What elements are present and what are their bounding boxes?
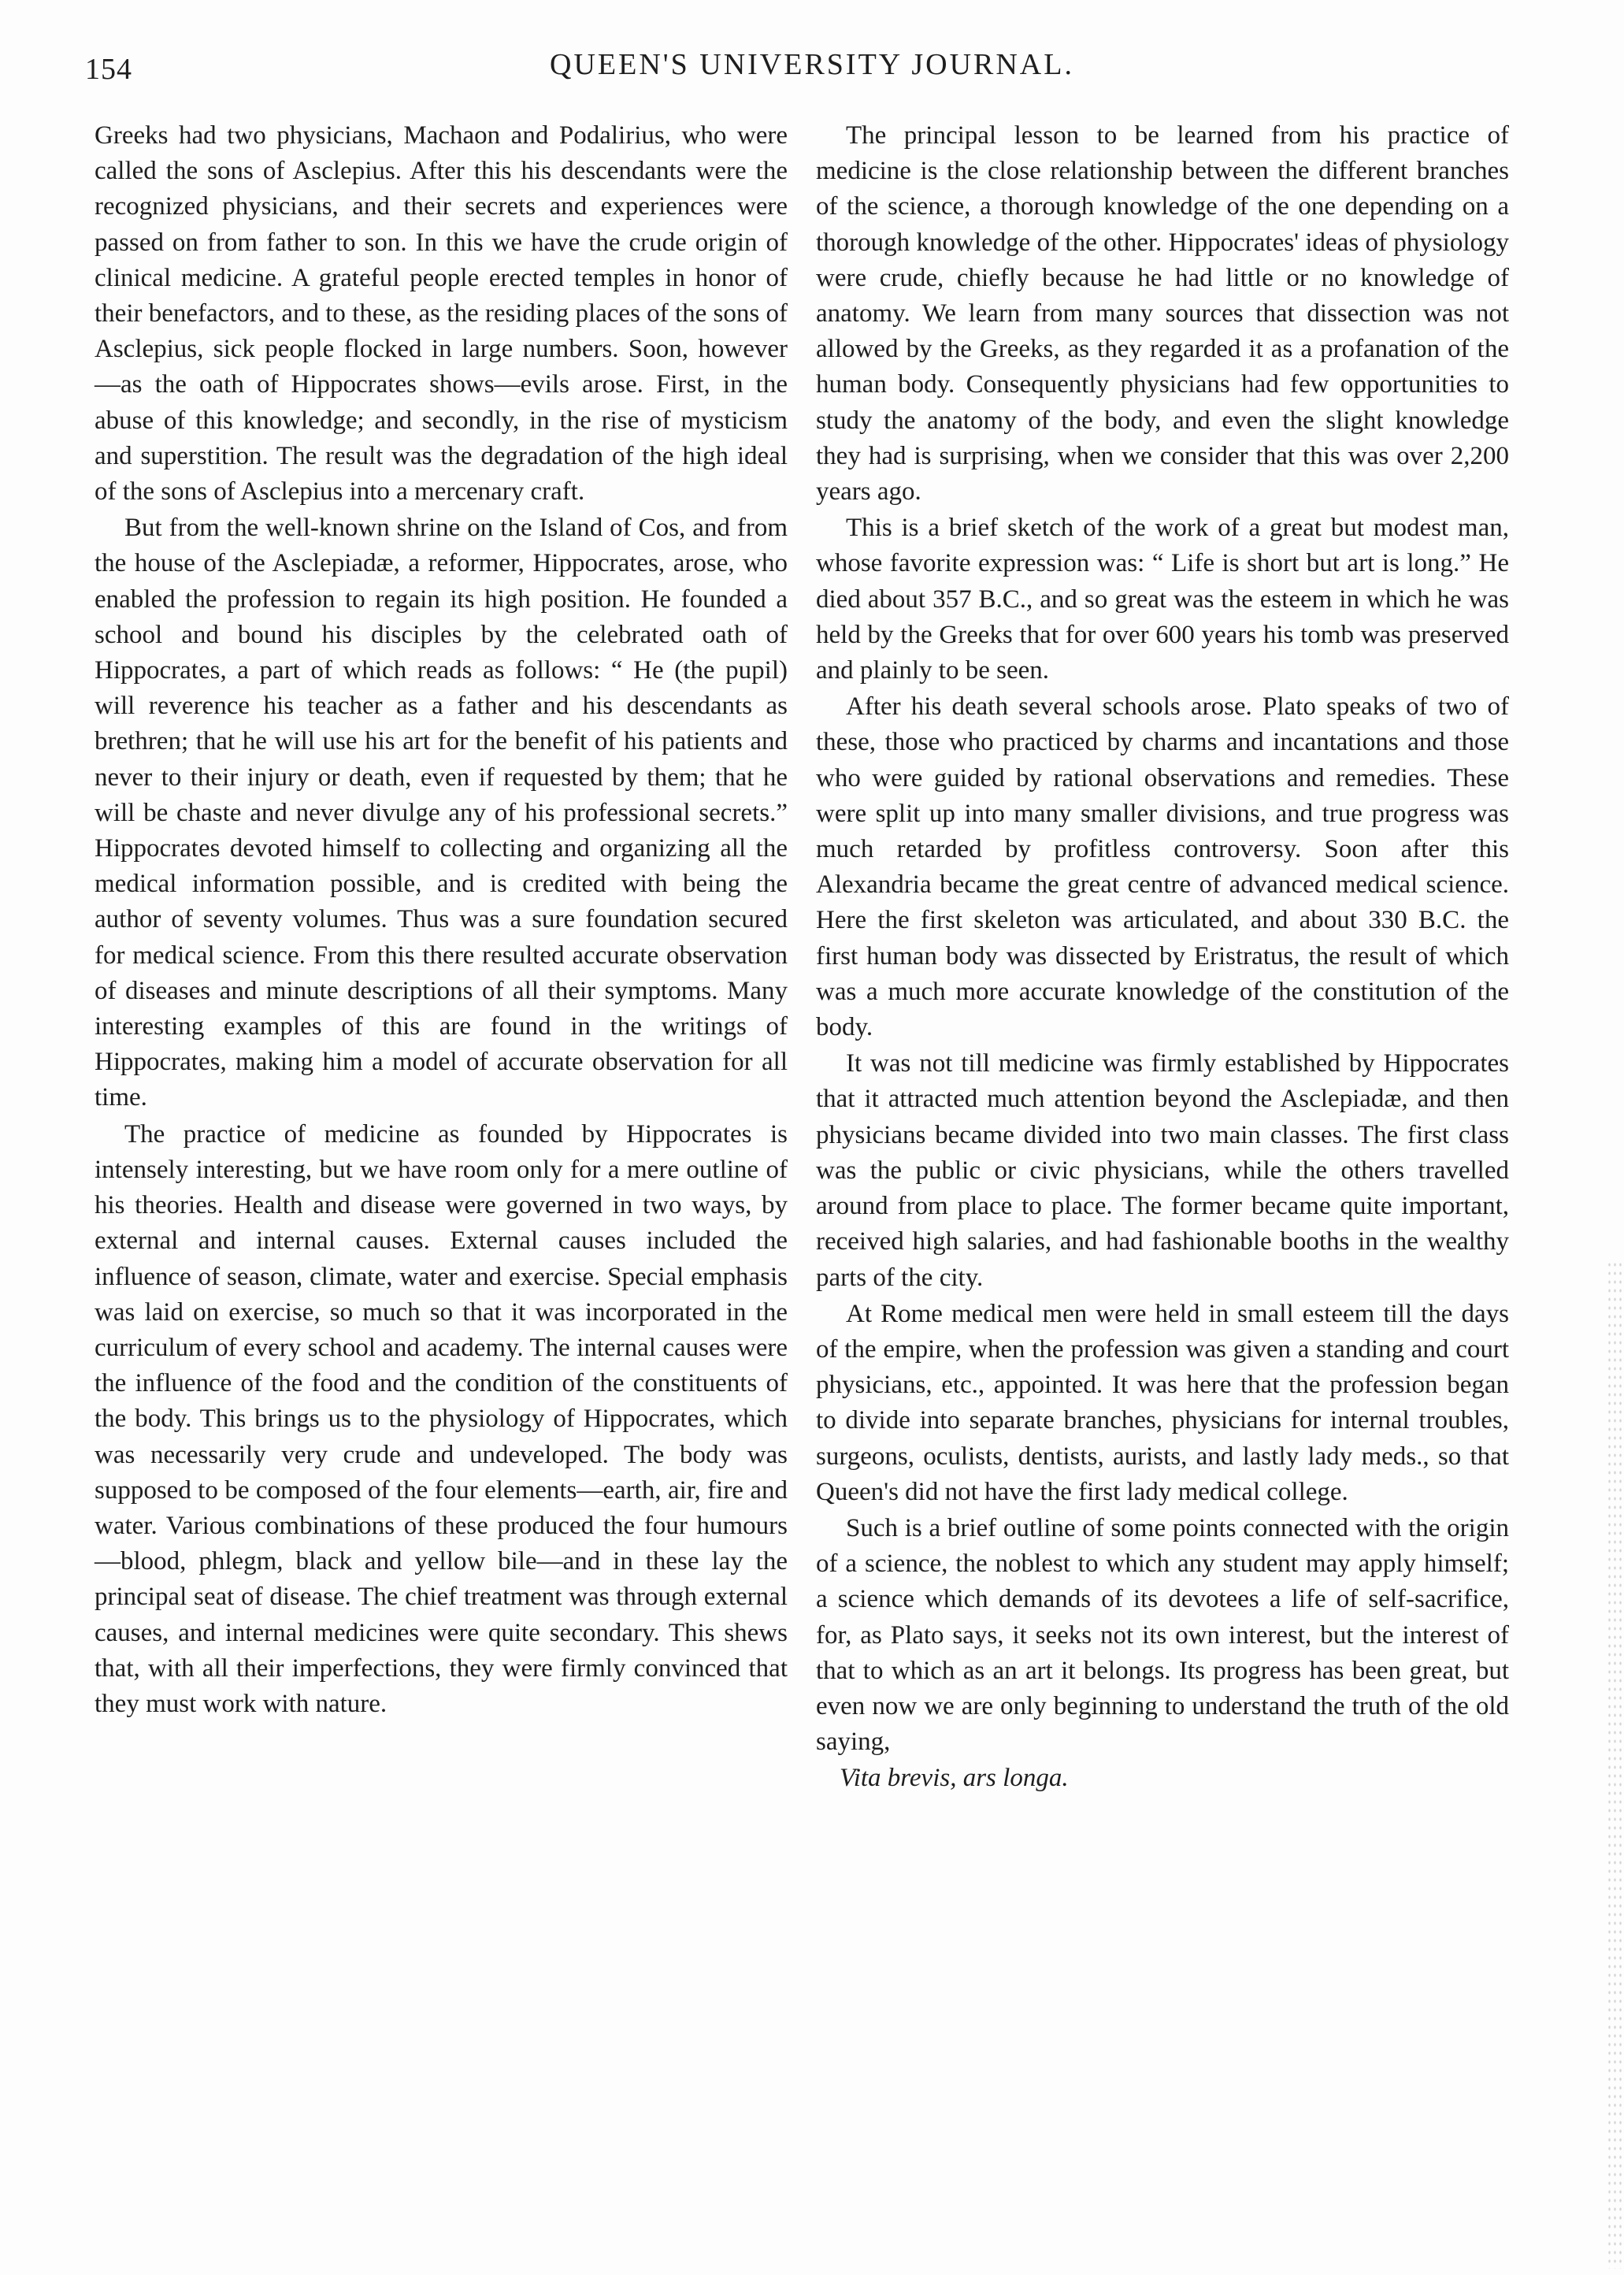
right-column: [816, 118, 1509, 1797]
closing-latin-saying: Vita brevis, ars longa.: [840, 1764, 1069, 1793]
paragraph-rome-medical-men: At Rome medical men were held in small esteem till the days of the empire, when the profession was given a standing and court physicians, etc., appointed. It was here that the profession began to divide into separate branches, physicians for internal troubles, surgeons, oculists, dentists, aurists, and lastly lady meds., so that Queen's did not have the first lady medical college.: [816, 1299, 1509, 1506]
paragraph-practice-of-medicine: The practice of medicine as founded by Hippocrates is intensely interesting, but we have room only for a mere outline of his theories. Health and disease were governed in two ways, by external and internal causes. External causes included the influence of season, climate, water and exercise. Special emphasis was laid on exercise, so much so that it was incorporated in the curriculum of every school and academy. The internal causes were the influence of the food and the condition of the constituents of the body. This brings us to the physiology of Hippocrates, which was necessarily very crude and undeveloped. The body was supposed to be composed of the four elements—earth, air, fire and water. Various combinations of these produced the four humours—blood, phlegm, black and yellow bile—and in these lay the principal seat of disease. The chief treatment was through external causes, and internal medicines were quite secondary. This shews that, with all their imperfections, they were firmly convinced that they must work with nature.: [95, 1119, 788, 1718]
paragraph-brief-sketch: This is a brief sketch of the work of a great but modest man, whose favorite expression was: “ Life is short but art is long.” He died about 357 B.C., and so great was the esteem in which he was held by the Greeks that for over 600 years his tomb was preserved and plainly to be seen.: [816, 514, 1509, 685]
running-head: QUEEN'S UNIVERSITY JOURNAL.: [550, 48, 1074, 81]
paragraph-medicine-established: It was not till medicine was firmly established by Hippocrates that it attracted much attention beyond the Asclepiadæ, and then physicians became divided into two main classes. The first class was the public or civic physicians, while the others travelled around from place to place. The former became quite important, received high salaries, and had fashionable booths in the wealthy parts of the city.: [816, 1049, 1509, 1292]
left-column: [95, 118, 788, 1723]
paragraph-brief-outline: Such is a brief outline of some points connected with the origin of a science, the noblest to which any student may apply himself; a science which demands of its devotees a life of self-sacrifice, for, as Plato says, it seeks not its own interest, but the interest of that to which as an art it belongs. Its progress has been great, but even now we are only beginning to understand the truth of the old saying,: [816, 1513, 1509, 1757]
paragraph-asclepius-sons: Greeks had two physicians, Machaon and Podalirius, who were called the sons of Asclepius. After this his descendants were the recognized physicians, and their secrets and experiences were passed on from father to son. In this we have the crude origin of clinical medicine. A grateful people erected temples in honor of their benefactors, and to these, as the residing places of the sons of Asclepius, sick people flocked in large numbers. Soon, however—as the oath of Hippocrates shows—evils arose. First, in the abuse of this knowledge; and secondly, in the rise of mysticism and superstition. The result was the degradation of the high ideal of the sons of Asclepius into a mercenary craft.: [95, 121, 788, 507]
page-number: 154: [85, 53, 132, 86]
page-edge-specks: [1607, 1260, 1624, 2269]
paragraph-schools-arose: After his death several schools arose. Plato speaks of two of these, those who practiced by charms and incantations and those who were guided by rational observations and remedies. These were split up into many smaller divisions, and true progress was much retarded by profitless controversy. Soon after this Alexandria became the great centre of advanced medical science. Here the first skeleton was articulated, and about 330 B.C. the first human body was dissected by Eristratus, the result of which was a much more accurate knowledge of the constitution of the body.: [816, 692, 1509, 1042]
paragraph-hippocrates-reformer: But from the well-known shrine on the Island of Cos, and from the house of the Asclepiadæ, a reformer, Hippocrates, arose, who enabled the profession to regain its high position. He founded a school and bound his disciples by the celebrated oath of Hippocrates, a part of which reads as follows: “ He (the pupil) will reverence his teacher as a father and his descendants as brethren; that he will use his art for the benefit of his patients and never to their injury or death, even if requested by them; that he will be chaste and never divulge any of his professional secrets.” Hippocrates devoted himself to collecting and organizing all the medical information possible, and is credited with being the author of seventy volumes. Thus was a sure foundation secured for medical science. From this there resulted accurate observation of diseases and minute descriptions of all their symptoms. Many interesting examples of this are found in the writings of Hippocrates, making him a model of accurate observation for all time.: [95, 514, 788, 1112]
paragraph-principal-lesson: The principal lesson to be learned from his practice of medicine is the close relationship between the different branches of the science, a thorough knowledge of the one depending on a thorough knowledge of the other. Hippocrates' ideas of physiology were crude, chiefly because he had little or no knowledge of anatomy. We learn from many sources that dissection was not allowed by the Greeks, as they regarded it as a profanation of the human body. Consequently physicians had few opportunities to study the anatomy of the body, and even the slight knowledge they had is surprising, when we consider that this was over 2,200 years ago.: [816, 121, 1509, 507]
